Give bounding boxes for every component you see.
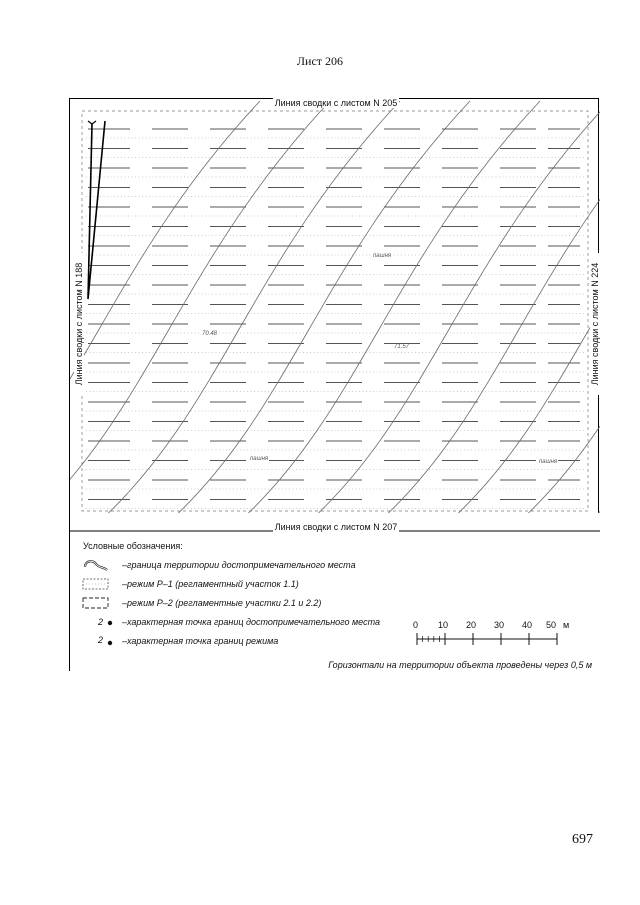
scale-tick-label: 40	[522, 620, 533, 630]
field-label: пашня	[539, 459, 558, 465]
scale-bar-graphic	[416, 630, 566, 648]
field-label: пашня	[373, 253, 392, 259]
regime-p1-icon	[82, 578, 110, 590]
regime-point-icon	[106, 639, 114, 647]
top-join-line-label: Линия сводки с листом N 205	[274, 98, 398, 108]
scale-bar	[413, 620, 576, 650]
contour-line	[70, 101, 260, 521]
scale-unit: м	[563, 620, 570, 630]
scale-tick-label: 0	[413, 620, 419, 630]
legend-item-text: –режим Р–1 (регламентный участок 1.1)	[122, 579, 299, 589]
regime-p2-icon	[82, 597, 110, 609]
right-join-line-label: Линия сводки с листом N 224	[590, 253, 600, 395]
legend-item-text: –режим Р–2 (регламентные участки 2.1 и 2.2)	[122, 598, 322, 608]
legend-item-text: –граница территории достопримечательного места	[122, 560, 356, 570]
contour-interval-note: Горизонтали на территории объекта проведены через 0,5 м	[328, 660, 592, 670]
legend-item-text: –характерная точка границ режима	[122, 636, 279, 646]
legend-item-boundary	[82, 559, 482, 573]
contour-line	[170, 101, 470, 521]
map-frame	[69, 98, 599, 671]
contour-line	[240, 101, 540, 521]
contour-line	[310, 101, 600, 521]
legend-item-regime-p1	[82, 578, 482, 592]
left-join-line-label: Линия сводки с листом N 188	[74, 253, 84, 395]
page-number: 697	[572, 832, 593, 847]
scale-tick-label: 20	[466, 620, 477, 630]
site-boundary-corner	[88, 121, 96, 124]
legend-item-point	[82, 616, 412, 630]
point-number: 2	[98, 635, 104, 645]
scale-tick-label: 10	[438, 620, 449, 630]
field-label: пашня	[250, 456, 269, 462]
sheet-title: Лист 206	[296, 54, 344, 68]
scale-tick-label: 50	[546, 620, 557, 630]
legend-item-regime-point	[82, 635, 412, 649]
contour-line	[380, 101, 600, 521]
contour-line	[70, 101, 330, 521]
legend-item-text: –характерная точка границ достопримечательного места	[122, 617, 380, 627]
point-number: 2	[98, 617, 104, 627]
legend-item-regime-p2	[82, 597, 482, 611]
scale-tick-label: 30	[494, 620, 505, 630]
boundary-icon	[82, 559, 110, 571]
elevation-label: 70.48	[202, 331, 218, 337]
legend-title: Условные обозначения:	[83, 541, 183, 551]
site-boundary-line	[88, 121, 105, 299]
bottom-join-line-label: Линия сводки с листом N 207	[274, 522, 398, 532]
elevation-label: 71.57	[394, 344, 410, 350]
point-icon	[106, 619, 114, 627]
